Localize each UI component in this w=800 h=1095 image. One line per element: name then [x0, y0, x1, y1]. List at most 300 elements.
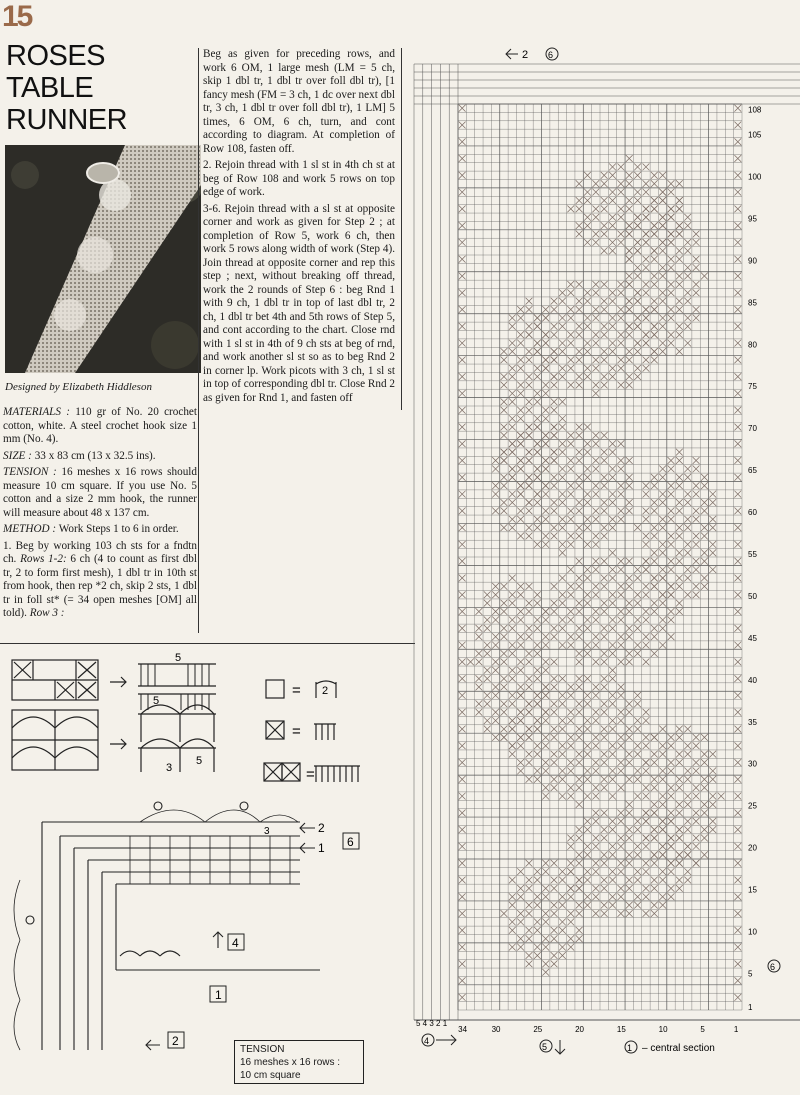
filled-mesh: [643, 768, 650, 775]
filled-mesh: [567, 642, 574, 649]
filled-mesh: [643, 306, 650, 313]
filled-mesh: [609, 189, 616, 196]
filled-mesh: [534, 348, 541, 355]
filled-mesh: [526, 356, 533, 363]
filled-mesh: [626, 751, 633, 758]
filled-mesh: [459, 893, 466, 900]
filled-mesh: [618, 231, 625, 238]
filled-mesh: [501, 499, 508, 506]
filled-mesh: [526, 877, 533, 884]
filled-mesh: [526, 449, 533, 456]
filled-mesh: [634, 717, 641, 724]
filled-mesh: [501, 633, 508, 640]
filled-mesh: [734, 105, 741, 112]
filled-mesh: [542, 415, 549, 422]
filled-mesh: [534, 466, 541, 473]
materials-text: 110 gr of No. 20 crochet cotton, white. A steel crochet hook size 1 mm (No. 4).: [3, 406, 197, 445]
filled-mesh: [459, 625, 466, 632]
filled-mesh: [659, 818, 666, 825]
filled-mesh: [734, 558, 741, 565]
filled-mesh: [509, 625, 516, 632]
filled-mesh: [526, 927, 533, 934]
filled-mesh: [693, 759, 700, 766]
filled-mesh: [668, 793, 675, 800]
filled-mesh: [651, 231, 658, 238]
step1-paragraph: [3, 540, 197, 621]
filled-mesh: [659, 826, 666, 833]
filled-mesh: [651, 549, 658, 556]
filled-mesh: [634, 189, 641, 196]
filled-mesh: [709, 549, 716, 556]
column-divider: [198, 48, 199, 633]
filled-mesh: [476, 650, 483, 657]
filled-mesh: [618, 717, 625, 724]
corner-label-4: 4: [232, 936, 239, 950]
filled-mesh: [659, 264, 666, 271]
filled-mesh: [601, 826, 608, 833]
filled-mesh: [668, 608, 675, 615]
filled-mesh: [551, 684, 558, 691]
filled-mesh: [592, 491, 599, 498]
filled-mesh: [459, 558, 466, 565]
filled-mesh: [601, 323, 608, 330]
filled-mesh: [684, 340, 691, 347]
filled-mesh: [668, 231, 675, 238]
filled-mesh: [618, 180, 625, 187]
filled-mesh: [567, 617, 574, 624]
filled-mesh: [634, 617, 641, 624]
filled-mesh: [609, 650, 616, 657]
filled-mesh: [634, 298, 641, 305]
filled-mesh: [634, 625, 641, 632]
filled-mesh: [492, 507, 499, 514]
filled-mesh: [643, 583, 650, 590]
filled-mesh: [651, 474, 658, 481]
filled-mesh: [634, 642, 641, 649]
filled-mesh: [601, 449, 608, 456]
filled-mesh: [501, 625, 508, 632]
filled-mesh: [693, 583, 700, 590]
filled-mesh: [601, 356, 608, 363]
filled-mesh: [559, 776, 566, 783]
filled-mesh: [509, 340, 516, 347]
filled-mesh: [559, 440, 566, 447]
filled-mesh: [484, 700, 491, 707]
filled-mesh: [651, 751, 658, 758]
filled-mesh: [567, 784, 574, 791]
filled-mesh: [534, 692, 541, 699]
filled-mesh: [459, 122, 466, 129]
filled-mesh: [584, 449, 591, 456]
filled-mesh: [459, 323, 466, 330]
filled-mesh: [551, 658, 558, 665]
filled-mesh: [526, 424, 533, 431]
filled-mesh: [651, 298, 658, 305]
filled-mesh: [651, 558, 658, 565]
filled-mesh: [734, 809, 741, 816]
filled-mesh: [592, 835, 599, 842]
filled-mesh: [567, 709, 574, 716]
filled-mesh: [567, 919, 574, 926]
filled-mesh: [584, 566, 591, 573]
filled-mesh: [592, 818, 599, 825]
filled-mesh: [734, 205, 741, 212]
filled-mesh: [559, 323, 566, 330]
filled-mesh: [684, 549, 691, 556]
filled-mesh: [559, 575, 566, 582]
filled-mesh: [734, 977, 741, 984]
filled-mesh: [592, 457, 599, 464]
filled-mesh: [734, 474, 741, 481]
filled-mesh: [626, 499, 633, 506]
filled-mesh: [501, 726, 508, 733]
filled-mesh: [734, 524, 741, 531]
filled-mesh: [709, 524, 716, 531]
filled-mesh: [709, 541, 716, 548]
chart-row-label: 108: [748, 105, 762, 115]
filled-mesh: [517, 667, 524, 674]
filled-mesh: [476, 709, 483, 716]
filled-mesh: [651, 851, 658, 858]
chart-legend-step1: 1: [627, 1043, 633, 1053]
filled-mesh: [668, 256, 675, 263]
filled-mesh: [659, 474, 666, 481]
filled-mesh: [734, 306, 741, 313]
chart-top-label-6: 6: [548, 50, 554, 60]
filled-mesh: [517, 608, 524, 615]
filled-mesh: [517, 457, 524, 464]
filled-mesh: [592, 608, 599, 615]
filled-mesh: [693, 768, 700, 775]
filled-mesh: [601, 205, 608, 212]
filled-mesh: [618, 885, 625, 892]
filled-mesh: [559, 952, 566, 959]
filled-mesh: [576, 751, 583, 758]
filled-mesh: [701, 507, 708, 514]
filled-mesh: [551, 625, 558, 632]
filled-mesh: [567, 533, 574, 540]
filled-mesh: [559, 700, 566, 707]
filled-mesh: [626, 281, 633, 288]
filled-mesh: [601, 575, 608, 582]
filled-mesh: [592, 885, 599, 892]
filled-mesh: [626, 625, 633, 632]
filled-mesh: [734, 155, 741, 162]
filled-mesh: [618, 566, 625, 573]
filled-mesh: [492, 633, 499, 640]
filled-mesh: [592, 591, 599, 598]
filled-mesh: [592, 566, 599, 573]
filled-mesh: [651, 835, 658, 842]
filled-mesh: [542, 893, 549, 900]
filled-mesh: [592, 516, 599, 523]
filled-mesh: [701, 482, 708, 489]
filled-mesh: [701, 801, 708, 808]
filled-mesh: [584, 625, 591, 632]
chart-col-label: 25: [533, 1025, 543, 1034]
filled-mesh: [551, 885, 558, 892]
filled-mesh: [492, 642, 499, 649]
filled-mesh: [584, 902, 591, 909]
step1-text-a: 1. Beg by working 103 ch sts for a fndtn ch.: [3, 539, 197, 565]
chart-row-label: 95: [748, 214, 757, 224]
filled-mesh: [626, 776, 633, 783]
filled-mesh: [609, 524, 616, 531]
filled-mesh: [517, 617, 524, 624]
filled-mesh: [526, 675, 533, 682]
filled-mesh: [534, 474, 541, 481]
filled-mesh: [601, 247, 608, 254]
filled-mesh: [651, 356, 658, 363]
filled-mesh: [542, 365, 549, 372]
filled-mesh: [734, 860, 741, 867]
filled-mesh: [542, 440, 549, 447]
filled-mesh: [509, 650, 516, 657]
filled-mesh: [492, 692, 499, 699]
filled-mesh: [659, 239, 666, 246]
filled-mesh: [626, 382, 633, 389]
filled-mesh: [567, 541, 574, 548]
filled-mesh: [659, 591, 666, 598]
filled-mesh: [634, 264, 641, 271]
filled-mesh: [576, 323, 583, 330]
filled-mesh: [609, 440, 616, 447]
filled-mesh: [459, 356, 466, 363]
filled-mesh: [634, 826, 641, 833]
filled-mesh: [709, 566, 716, 573]
filled-mesh: [576, 835, 583, 842]
filled-mesh: [609, 340, 616, 347]
filled-mesh: [517, 315, 524, 322]
filled-mesh: [601, 860, 608, 867]
title-line-1: ROSES: [6, 40, 106, 72]
filled-mesh: [526, 684, 533, 691]
filled-mesh: [676, 575, 683, 582]
filled-mesh: [618, 709, 625, 716]
filled-mesh: [659, 877, 666, 884]
filled-mesh: [684, 289, 691, 296]
size-label: SIZE :: [3, 449, 32, 462]
corner-label-2b: 2: [172, 1034, 179, 1048]
filled-mesh: [643, 331, 650, 338]
filled-mesh: [601, 507, 608, 514]
filled-mesh: [676, 549, 683, 556]
size-text: 33 x 83 cm (13 x 32.5 ins).: [31, 449, 156, 462]
filled-mesh: [567, 432, 574, 439]
filled-mesh: [609, 700, 616, 707]
filled-mesh: [643, 793, 650, 800]
filled-mesh: [626, 583, 633, 590]
filled-mesh: [643, 591, 650, 598]
filled-mesh: [584, 768, 591, 775]
filled-mesh: [601, 524, 608, 531]
filled-mesh: [492, 583, 499, 590]
filled-mesh: [551, 877, 558, 884]
filled-mesh: [551, 356, 558, 363]
filled-mesh: [526, 608, 533, 615]
filled-mesh: [476, 625, 483, 632]
filled-mesh: [659, 273, 666, 280]
chart-row-label: 90: [748, 256, 757, 266]
filled-mesh: [567, 306, 574, 313]
filled-mesh: [517, 684, 524, 691]
filled-mesh: [542, 684, 549, 691]
filled-mesh: [509, 390, 516, 397]
filled-mesh: [609, 289, 616, 296]
key-equals-3: =: [306, 766, 315, 783]
filled-mesh: [484, 600, 491, 607]
filled-mesh: [609, 851, 616, 858]
filled-mesh: [709, 491, 716, 498]
filled-mesh: [459, 457, 466, 464]
filled-mesh: [734, 390, 741, 397]
filled-mesh: [567, 734, 574, 741]
filled-mesh: [659, 625, 666, 632]
filled-mesh: [584, 893, 591, 900]
filled-mesh: [634, 247, 641, 254]
filled-mesh: [676, 457, 683, 464]
filled-mesh: [634, 348, 641, 355]
filled-mesh: [551, 700, 558, 707]
filled-mesh: [501, 608, 508, 615]
filled-mesh: [601, 533, 608, 540]
filled-mesh: [676, 306, 683, 313]
filled-mesh: [459, 877, 466, 884]
key-small-3: 3: [166, 762, 173, 774]
filled-mesh: [734, 507, 741, 514]
filled-mesh: [534, 617, 541, 624]
filled-mesh: [609, 172, 616, 179]
filled-mesh: [551, 910, 558, 917]
filled-mesh: [676, 600, 683, 607]
filled-mesh: [567, 835, 574, 842]
filled-mesh: [601, 759, 608, 766]
filled-mesh: [618, 356, 625, 363]
filled-mesh: [659, 843, 666, 850]
filled-mesh: [693, 818, 700, 825]
filled-mesh: [626, 608, 633, 615]
filled-mesh: [651, 281, 658, 288]
filled-mesh: [459, 927, 466, 934]
filled-mesh: [643, 231, 650, 238]
filled-mesh: [534, 625, 541, 632]
filled-mesh: [567, 491, 574, 498]
filled-mesh: [676, 583, 683, 590]
filled-mesh: [651, 348, 658, 355]
filled-mesh: [584, 516, 591, 523]
filled-mesh: [709, 793, 716, 800]
filled-mesh: [509, 440, 516, 447]
filled-mesh: [626, 256, 633, 263]
filled-mesh: [501, 709, 508, 716]
filled-mesh: [601, 910, 608, 917]
chart-row-label: 70: [748, 424, 757, 434]
filled-mesh: [576, 658, 583, 665]
filled-mesh: [668, 759, 675, 766]
filled-mesh: [559, 591, 566, 598]
filled-mesh: [693, 239, 700, 246]
filled-mesh: [609, 348, 616, 355]
filled-mesh: [584, 868, 591, 875]
filet-chart: [406, 44, 800, 1060]
filled-mesh: [551, 507, 558, 514]
filled-mesh: [659, 768, 666, 775]
filled-mesh: [576, 935, 583, 942]
filled-mesh: [592, 793, 599, 800]
filled-mesh: [526, 885, 533, 892]
filled-mesh: [576, 625, 583, 632]
filled-mesh: [609, 516, 616, 523]
filled-mesh: [509, 726, 516, 733]
filled-mesh: [618, 860, 625, 867]
filled-mesh: [517, 768, 524, 775]
filled-mesh: [651, 482, 658, 489]
filled-mesh: [567, 944, 574, 951]
filled-mesh: [542, 432, 549, 439]
chart-row-label: 85: [748, 298, 757, 308]
filled-mesh: [659, 289, 666, 296]
filled-mesh: [567, 516, 574, 523]
filled-mesh: [542, 331, 549, 338]
filled-mesh: [709, 801, 716, 808]
filled-mesh: [534, 449, 541, 456]
corner-label-3: 3: [264, 826, 270, 837]
filled-mesh: [526, 759, 533, 766]
filled-mesh: [668, 457, 675, 464]
filled-mesh: [559, 340, 566, 347]
filled-mesh: [709, 826, 716, 833]
filled-mesh: [684, 516, 691, 523]
filled-mesh: [693, 507, 700, 514]
filled-mesh: [592, 809, 599, 816]
filled-mesh: [551, 474, 558, 481]
filled-mesh: [659, 902, 666, 909]
filled-mesh: [509, 700, 516, 707]
filled-mesh: [634, 524, 641, 531]
filled-mesh: [601, 851, 608, 858]
filled-mesh: [459, 340, 466, 347]
corner-label-1: 1: [318, 841, 325, 855]
filled-mesh: [517, 717, 524, 724]
filled-mesh: [601, 835, 608, 842]
filled-mesh: [551, 935, 558, 942]
filled-mesh: [651, 507, 658, 514]
filled-mesh: [534, 424, 541, 431]
filled-mesh: [643, 885, 650, 892]
instructions-column-2: [203, 48, 395, 408]
filled-mesh: [501, 449, 508, 456]
filled-mesh: [618, 440, 625, 447]
filled-mesh: [484, 625, 491, 632]
filled-mesh: [676, 247, 683, 254]
filled-mesh: [534, 541, 541, 548]
filled-mesh: [501, 424, 508, 431]
filled-mesh: [517, 432, 524, 439]
filled-mesh: [559, 742, 566, 749]
filled-mesh: [626, 231, 633, 238]
filled-mesh: [584, 172, 591, 179]
col2-paragraph-3: 3-6. Rejoin thread with a sl st at opposite corner and work as given for Step 2 ; at completion of Row 5, work 6 ch, then work 5 rows along width of work (Step 4). Join thread at opposite corner and rep this step ; next, without breaking off thread, work the 2 rounds of Step 6 : beg Rnd 1 with 9 ch, 1 dbl tr in top of last dbl tr, 2 ch, 1 dbl tr bet 4th and 5th rows of Step 5, and cont according to the chart. Close rnd with 1 sl st in 4th of 9 ch sts at beg of rnd, and work another sl st so as to beg Rnd 2 in corner lp. Work picots with 3 ch, 1 sl st in top of corresponding dbl tr. Close Rnd 2 as given for Rnd 1, and fasten off: [203, 202, 395, 404]
filled-mesh: [509, 675, 516, 682]
filled-mesh: [626, 273, 633, 280]
filled-mesh: [626, 205, 633, 212]
filled-mesh: [459, 692, 466, 699]
filled-mesh: [618, 164, 625, 171]
chart-row-label: 5: [748, 969, 753, 979]
filled-mesh: [734, 994, 741, 1001]
filled-mesh: [567, 281, 574, 288]
filled-mesh: [618, 289, 625, 296]
